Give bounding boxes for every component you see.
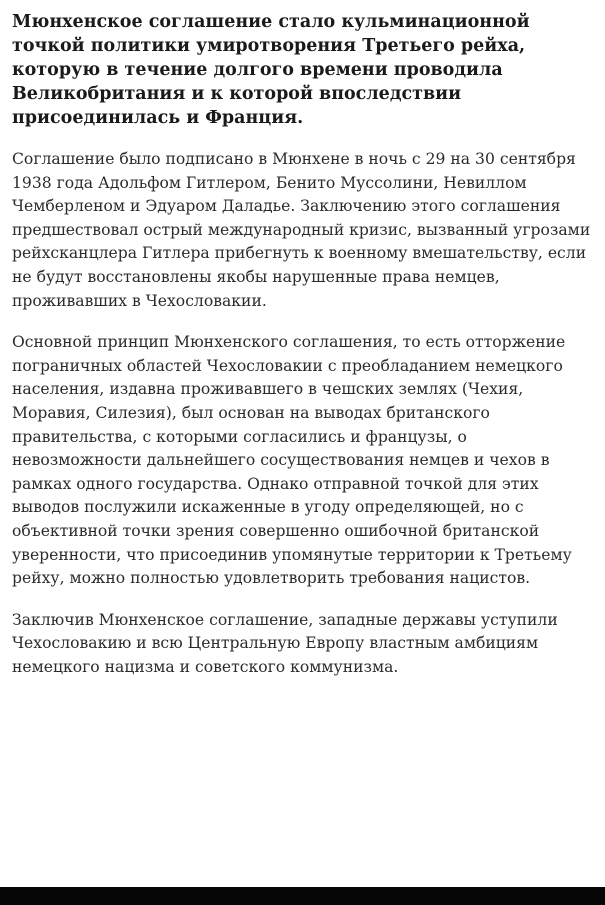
- bottom-bar: [0, 887, 605, 905]
- article: [12, 10, 597, 697]
- article-lead: Мюнхенское соглашение стало кульминационной точкой политики умиротворения Третьего рейха, которую в течение долгого времени проводила Великобритания и к которой впоследствии присоединилась и Франция.: [12, 12, 530, 128]
- article-paragraph-3: Заключив Мюнхенское соглашение, западные державы уступили Чехословакию и всю Центральную Европу властным амбициям немецкого нацизма и советского коммунизма.: [12, 610, 558, 676]
- article-paragraph-2: Основной принцип Мюнхенского соглашения, то есть отторжение пограничных областей Чехословакии с преобладанием немецкого населения, издавна проживавшего в чешских землях (Чехия, Моравия, Силезия), был основан на выводах британского правительства, с которыми согласились и французы, о невозможности дальнейшего сосуществования немцев и чехов в рамках одного государства. Однако отправной точкой для этих выводов послужили искаженные в угоду определяющей, но с объективной точки зрения совершенно ошибочной британской уверенности, что присоединив упомянутые территории к Третьему рейху, можно полностью удовлетворить требования нацистов.: [12, 333, 572, 588]
- article-paragraph-1: Соглашение было подписано в Мюнхене в ночь с 29 на 30 сентября 1938 года Адольфом Гитлером, Бенито Муссолини, Невиллом Чемберленом и Эдуаром Даладье. Заключению этого соглашения предшествовал острый международный кризис, вызванный угрозами рейхсканцлера Гитлера прибегнуть к военному вмешательству, если не будут восстановлены якобы нарушенные права немцев, проживавших в Чехословакии.: [12, 150, 591, 310]
